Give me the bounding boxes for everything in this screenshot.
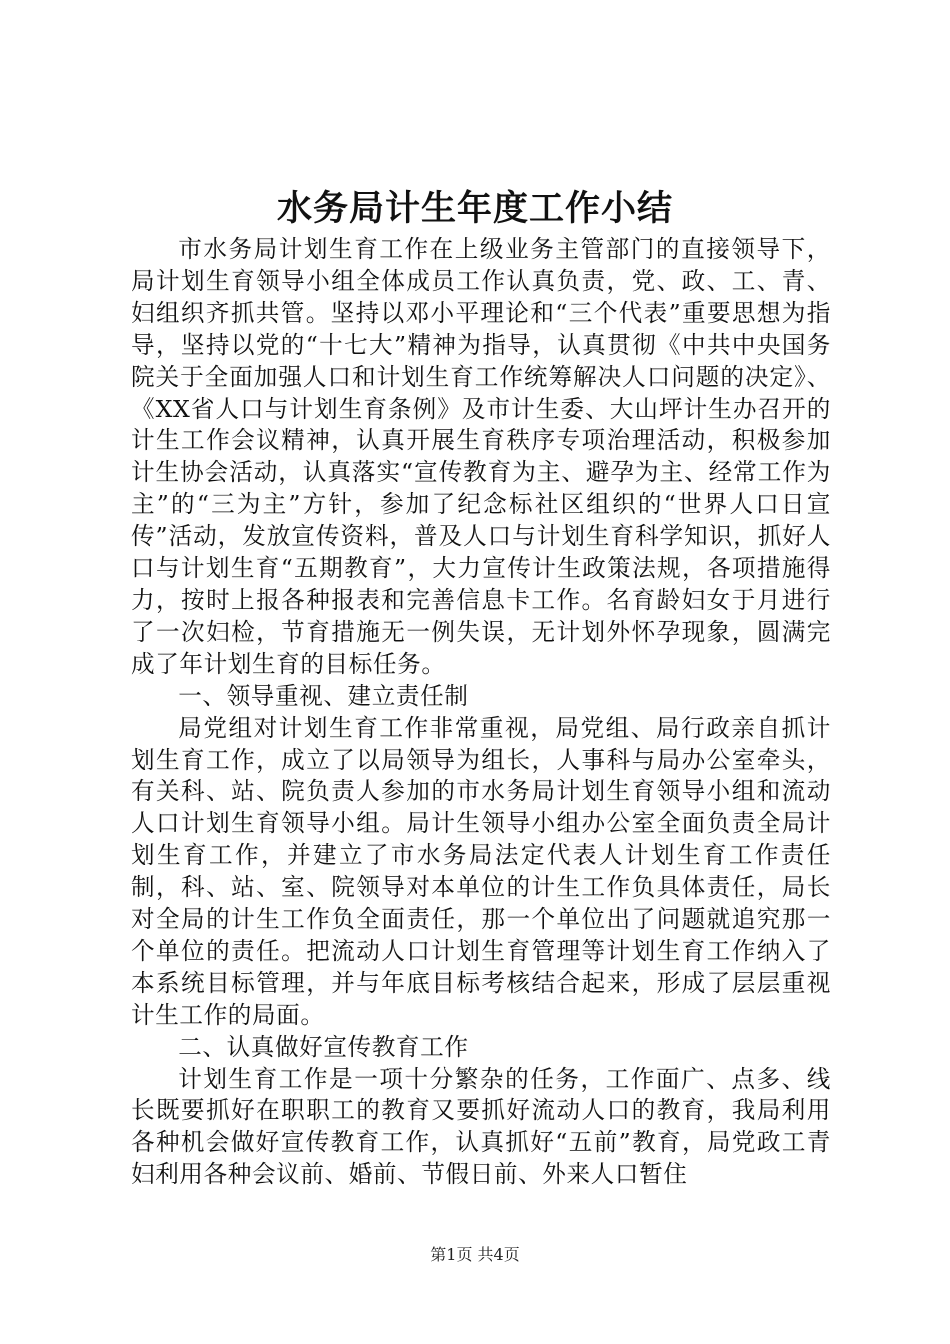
section-2-paragraph: 计划生育工作是一项十分繁杂的任务，工作面广、点多、线长既要抓好在职职工的教育又要抓好流动人口的教育，我局利用各种机会做好宣传教育工作，认真抓好“五前”教育，局党政工青妇利用各种会议前、婚前、节假日前、外来人口暂住 — [131, 1064, 831, 1189]
section-heading-1: 一、领导重视、建立责任制 — [178, 681, 469, 710]
document-body — [131, 234, 831, 1191]
page-footer: 第1页 共4页 — [430, 1245, 520, 1264]
intro-paragraph: 市水务局计划生育工作在上级业务主管部门的直接领导下，局计划生育领导小组全体成员工作认真负责，党、政、工、青、妇组织齐抓共管。坚持以邓小平理论和“三个代表”重要思想为指导，坚持以党的“十七大”精神为指导，认真贯彻《中共中央国务院关于全面加强人口和计划生育工作统筹解决人口问题的决定》、《XX省人口与计划生育条例》及市计生委、大山坪计生办召开的计生工作会议精神，认真开展生育秩序专项治理活动，积极参加计生协会活动，认真落实“宣传教育为主、避孕为主、经常工作为主”的“三为主”方针，参加了纪念标社区组织的“世界人口日宣传”活动，发放宣传资料，普及人口与计划生育科学知识，抓好人口与计划生育“五期教育”，大力宣传计生政策法规，各项措施得力，按时上报各种报表和完善信息卡工作。名育龄妇女于月进行了一次妇检，节育措施无一例失误，无计划外怀孕现象，圆满完成了年计划生育的目标任务。 — [131, 235, 831, 678]
section-1-paragraph: 局党组对计划生育工作非常重视，局党组、局行政亲自抓计划生育工作，成立了以局领导为组长，人事科与局办公室牵头，有关科、站、院负责人参加的市水务局计划生育领导小组和流动人口计划生育领导小组。局计生领导小组办公室全面负责全局计划生育工作，并建立了市水务局法定代表人计划生育工作责任制，科、站、室、院领导对本单位的计生工作负具体责任，局长对全局的计生工作负全面责任，那一个单位出了问题就追究那一个单位的责任。把流动人口计划生育管理等计划生育工作纳入了本系统目标管理，并与年底目标考核结合起来，形成了层层重视计生工作的局面。 — [131, 713, 831, 1029]
section-heading-2: 二、认真做好宣传教育工作 — [178, 1032, 469, 1061]
document-title: 水务局计生年度工作小结 — [276, 188, 673, 229]
